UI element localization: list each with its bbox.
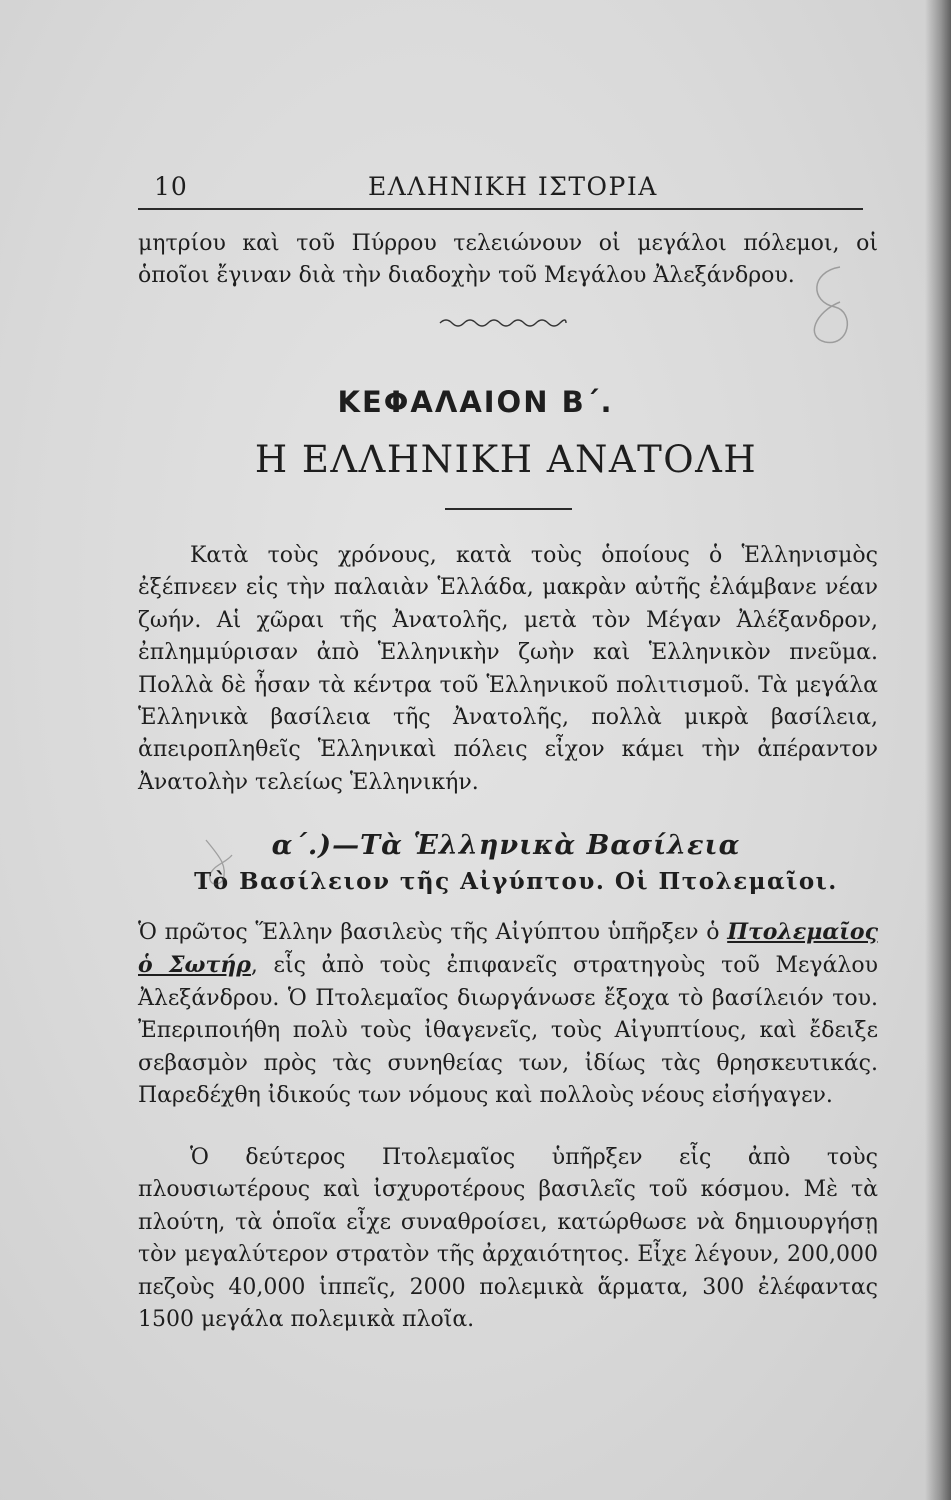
intro-paragraph — [138, 228, 878, 293]
running-head — [138, 168, 863, 208]
section-heading: α΄.)—Τὰ Ἑλληνικὰ Βασίλεια — [271, 830, 741, 861]
paragraph-3 — [138, 1142, 878, 1336]
header-rule — [138, 208, 863, 210]
paragraph-2 — [138, 916, 878, 1112]
section-subheading: Τὸ Βασίλειον τῆς Αἰγύπτου. Οἱ Πτολεμαῖοι. — [194, 868, 838, 895]
paragraph-2-lead: Ὁ πρῶτος Ἕλλην βασιλεὺς τῆς Αἰγύπτου ὑπῆρξεν ὁ — [138, 920, 728, 945]
running-title: ΕΛΛΗΝΙΚΗ ΙΣΤΟΡΙΑ — [368, 172, 658, 201]
page-edge-shadow — [925, 0, 951, 1500]
paragraph-1 — [138, 540, 878, 799]
paragraph-3-text: Ὁ δεύτερος Πτολεμαῖος ὑπῆρξεν εἷς ἀπὸ τοὺς πλουσιωτέρους καὶ ἰσχυροτέρους βασιλεῖς τοῦ κόσμου. Μὲ τὰ πλούτη, τὰ ὁποῖα εἶχε συναθροίσει, κατώρθωσε νὰ δημιουργήσῃ τὸν μεγαλύτερον στρατὸν τῆς ἀρχαιότητος. Εἶχε λέγουν, 200,000 πεζοὺς 40,000 ἱππεῖς, 2000 πολεμικὰ ἅρματα, 300 ἐλέφαντας 1500 μεγάλα πολεμικὰ πλοῖα. — [138, 1145, 878, 1333]
pencil-mark-icon — [198, 835, 238, 890]
chapter-title: Η ΕΛΛΗΝΙΚΗ ΑΝΑΤΟΛΗ — [254, 438, 758, 481]
paragraph-2-body — [138, 916, 878, 1112]
page-number: 10 — [154, 172, 188, 201]
emphasized-name: Πτολεμαῖος ὁ Σωτήρ — [138, 919, 878, 979]
paragraph-2-rest: , εἷς ἀπὸ τοὺς ἐπιφανεῖς στρατηγοὺς τοῦ Μεγάλου Ἀλεξάνδρου. Ὁ Πτολεμαῖος διωργάνωσε ἔξοχα τὸ βασίλειόν του. Ἐπεριποιήθη πολὺ τοὺς ἰθαγενεῖς, τοὺς Αἰγυπτίους, καὶ ἔδειξε σεβασμὸν πρὸς τὰς συνηθείας των, ἰδίως τὰς θρησκευτικάς. Παρεδέχθη ἰδικούς των νόμους καὶ πολλοὺς νέους εἰσήγαγεν. — [138, 953, 878, 1109]
pencil-mark-icon — [800, 262, 860, 352]
title-rule — [445, 508, 572, 510]
chapter-label: ΚΕΦΑΛΑΙΟΝ Β΄. — [337, 385, 614, 419]
paragraph-1-text: Κατὰ τοὺς χρόνους, κατὰ τοὺς ὁποίους ὁ Ἑλληνισμὸς ἐξέπνεεν εἰς τὴν παλαιὰν Ἑλλάδα, μακρὰν αὐτῆς ἐλάμβανε νέαν ζωήν. Αἱ χῶραι τῆς Ἀνατολῆς, μετὰ τὸν Μέγαν Ἀλέξανδρον, ἐπλημμύρισαν ἀπὸ Ἑλληνικὴν ζωὴν καὶ Ἑλληνικὸν πνεῦμα. Πολλὰ δὲ ἦσαν τὰ κέντρα τοῦ Ἑλληνικοῦ πολιτισμοῦ. Τὰ μεγάλα Ἑλληνικὰ βασίλεια τῆς Ἀνατολῆς, πολλὰ μικρὰ βασίλεια, ἀπειροπληθεῖς Ἑλληνικαὶ πόλεις εἶχον κάμει τὴν ἀπέραντον Ἀνατολὴν τελείως Ἑλληνικήν. — [138, 543, 878, 795]
intro-text: μητρίου καὶ τοῦ Πύρρου τελειώνουν οἱ μεγάλοι πόλεμοι, οἱ ὁποῖοι ἔγιναν διὰ τὴν διαδοχὴν τοῦ Μεγάλου Ἀλεξάνδρου. — [138, 231, 878, 289]
wavy-ornament — [438, 316, 568, 330]
